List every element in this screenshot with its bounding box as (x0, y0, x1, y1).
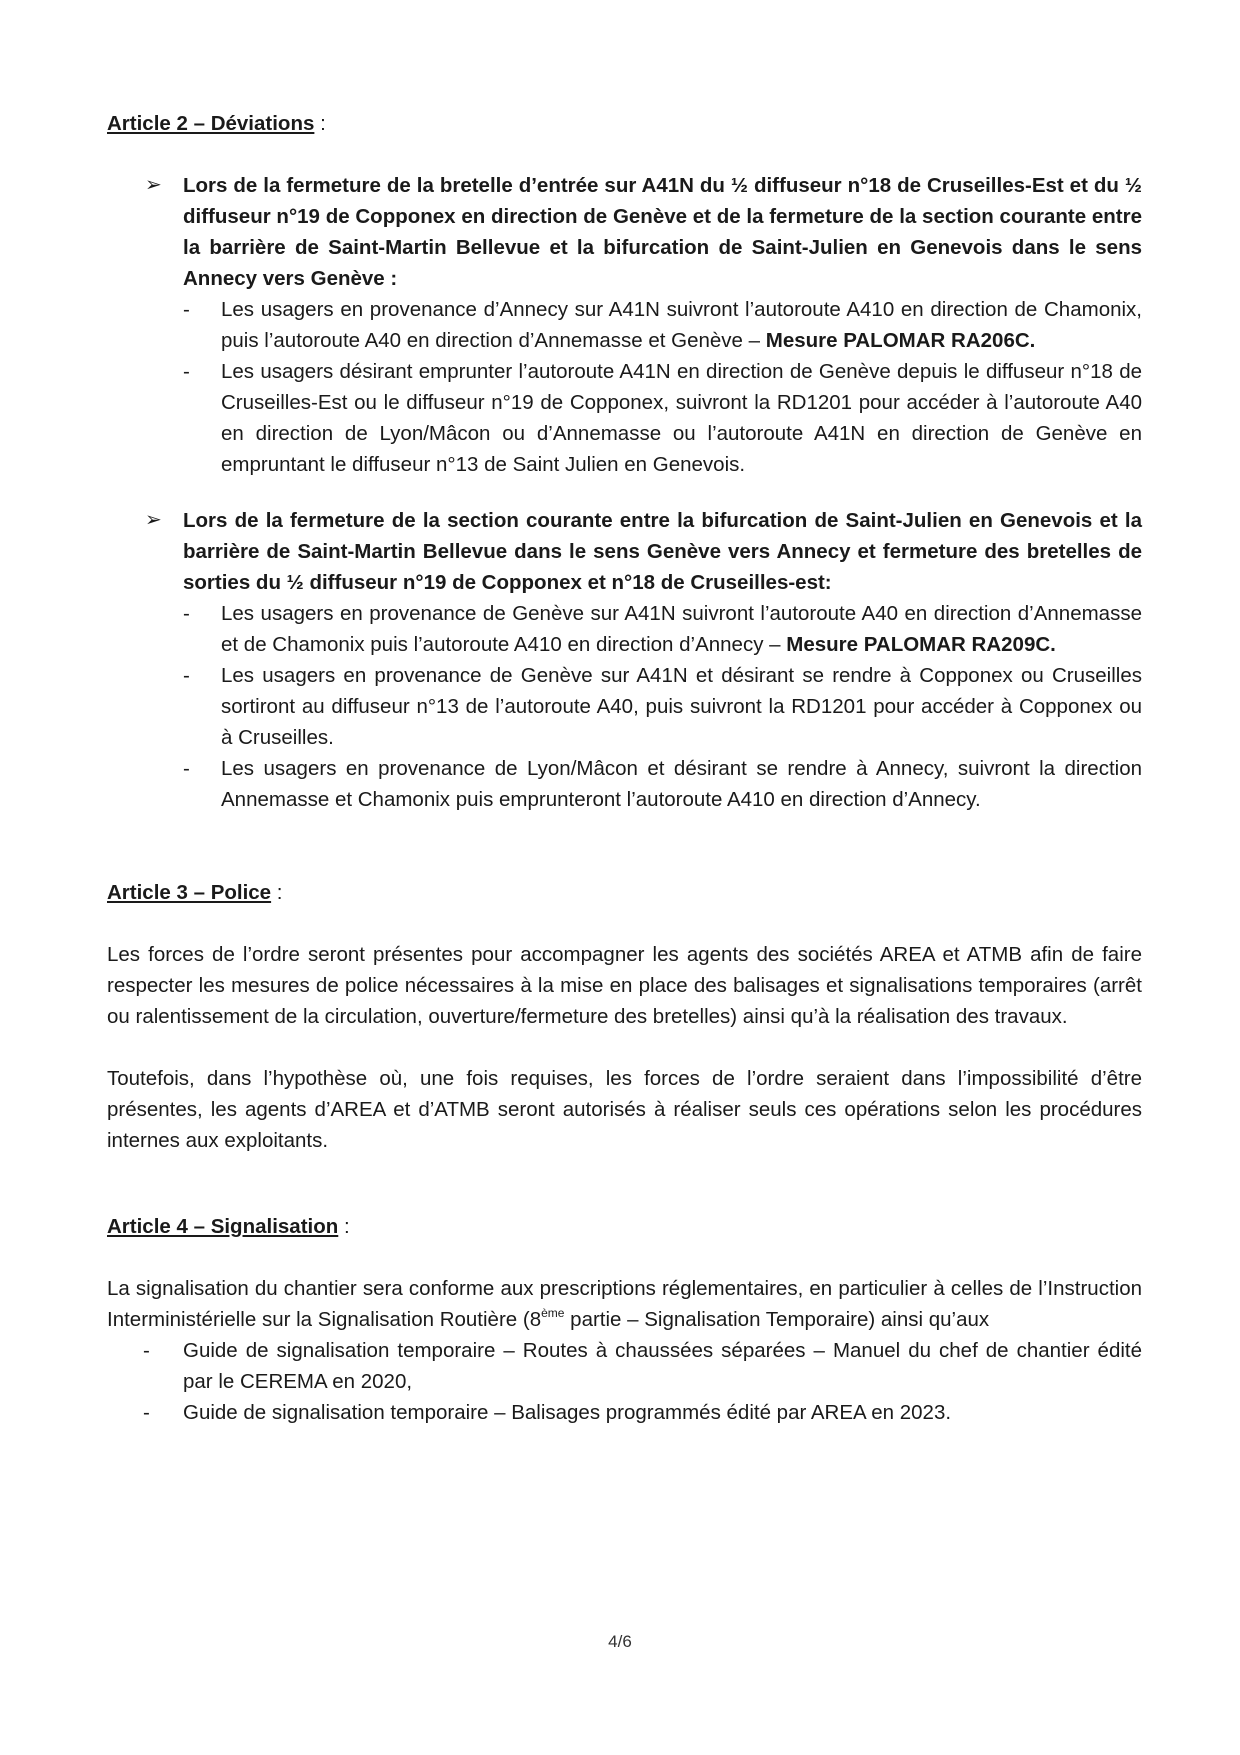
deviation-block-annecy-geneve (107, 170, 1142, 294)
dash-bullet: - (183, 360, 190, 383)
police-paragraph-2: Toutefois, dans l’hypothèse où, une fois requises, les forces de l’ordre seraient dans l’impossibilité d’être présentes, les agents d’AREA et d’ATMB seront autorisés à réaliser seuls ces opérations selon les procédures internes aux exploitants. (107, 1067, 1142, 1152)
dash-bullet: - (143, 1401, 150, 1424)
dash-bullet: - (183, 664, 190, 687)
signalisation-paragraph (107, 1273, 1142, 1335)
paragraph-text: partie – Signalisation Temporaire) ainsi qu’aux (564, 1308, 990, 1331)
dash-bullet: - (143, 1339, 150, 1362)
article-3-colon: : (271, 881, 283, 904)
list-item-text: Guide de signalisation temporaire – Routes à chaussées séparées – Manuel du chef de chantier édité par le CEREMA en 2020, (183, 1339, 1142, 1393)
dash-bullet: - (183, 602, 190, 625)
list-item-text: Guide de signalisation temporaire – Balisages programmés édité par AREA en 2023. (183, 1401, 952, 1424)
paragraph-text: La signalisation du chantier sera conforme aux prescriptions réglementaires, en particulier à celles de l’Instruction Interministérielle sur la Signalisation Routière (8 (107, 1277, 1142, 1331)
list-item (107, 598, 1142, 660)
list-item (107, 753, 1142, 815)
guide-list (107, 1335, 1142, 1428)
deviation-block-geneve-annecy (107, 505, 1142, 598)
deviation-heading-1: Lors de la fermeture de la bretelle d’entrée sur A41N du ½ diffuseur n°18 de Cruseilles-Est et du ½ diffuseur n°19 de Copponex en direction de Genève et de la fermeture de la section courante entre la barrière de Saint-Martin Bellevue et la bifurcation de Saint-Julien en Genevois dans le sens Annecy vers Genève : (183, 174, 1142, 290)
document-content (107, 108, 1142, 1428)
article-3-title: Article 3 – Police (107, 881, 272, 904)
arrow-bullet-icon: ➢ (145, 509, 162, 531)
palomar-measure: Mesure PALOMAR RA209C. (786, 633, 1056, 656)
list-item-text: Les usagers en provenance d’Annecy sur A41N suivront l’autoroute A410 en direction de Chamonix, puis l’autoroute A40 en direction d’Annemasse et Genève – (221, 298, 1142, 352)
list-item (107, 1335, 1142, 1397)
list-item-text: Les usagers en provenance de Genève sur A41N suivront l’autoroute A40 en direction d’Annemasse et de Chamonix puis l’autoroute A410 en direction d’Annecy – (221, 602, 1142, 656)
list-item-text: Les usagers désirant emprunter l’autoroute A41N en direction de Genève depuis le diffuseur n°18 de Cruseilles-Est ou le diffuseur n°19 de Copponex, suivront la RD1201 pour accéder à l’autoroute A40 en direction de Lyon/Mâcon ou d’Annemasse ou l’autoroute A41N en direction de Genève en empruntant le diffuseur n°13 de Saint Julien en Genevois. (221, 360, 1142, 476)
superscript: ème (541, 1306, 565, 1320)
list-item (107, 294, 1142, 356)
list-item (107, 356, 1142, 480)
list-item-text: Les usagers en provenance de Lyon/Mâcon et désirant se rendre à Annecy, suivront la direction Annemasse et Chamonix puis emprunteront l’autoroute A410 en direction d’Annecy. (221, 757, 1142, 811)
dash-bullet: - (183, 757, 190, 780)
article-2-colon: : (314, 112, 326, 135)
article-3-heading (107, 877, 1142, 908)
deviation-heading-2: Lors de la fermeture de la section courante entre la bifurcation de Saint-Julien en Genevois et la barrière de Saint-Martin Bellevue dans le sens Genève vers Annecy et fermeture des bretelles de sorties du ½ diffuseur n°19 de Copponex et n°18 de Cruseilles-est: (183, 509, 1142, 594)
list-item (107, 1397, 1142, 1428)
article-4-heading (107, 1211, 1142, 1242)
list-item (107, 660, 1142, 753)
deviation-list-2 (107, 598, 1142, 815)
article-4-title: Article 4 – Signalisation (107, 1215, 339, 1238)
arrow-bullet-icon: ➢ (145, 174, 162, 196)
article-2-title: Article 2 – Déviations (107, 112, 315, 135)
palomar-measure: Mesure PALOMAR RA206C. (765, 329, 1036, 352)
page-number: 4/6 (608, 1632, 632, 1651)
article-4-colon: : (338, 1215, 350, 1238)
dash-bullet: - (183, 298, 190, 321)
deviation-list-1 (107, 294, 1142, 480)
police-paragraph-1: Les forces de l’ordre seront présentes pour accompagner les agents des sociétés AREA et ATMB afin de faire respecter les mesures de police nécessaires à la mise en place des balisages et signalisations temporaires (arrêt ou ralentissement de la circulation, ouverture/fermeture des bretelles) ainsi qu’à la réalisation des travaux. (107, 943, 1142, 1028)
list-item-text: Les usagers en provenance de Genève sur A41N et désirant se rendre à Copponex ou Cruseilles sortiront au diffuseur n°13 de l’autoroute A40, puis suivront la RD1201 pour accéder à Copponex ou à Cruseilles. (221, 664, 1142, 749)
article-2-heading (107, 108, 1142, 139)
